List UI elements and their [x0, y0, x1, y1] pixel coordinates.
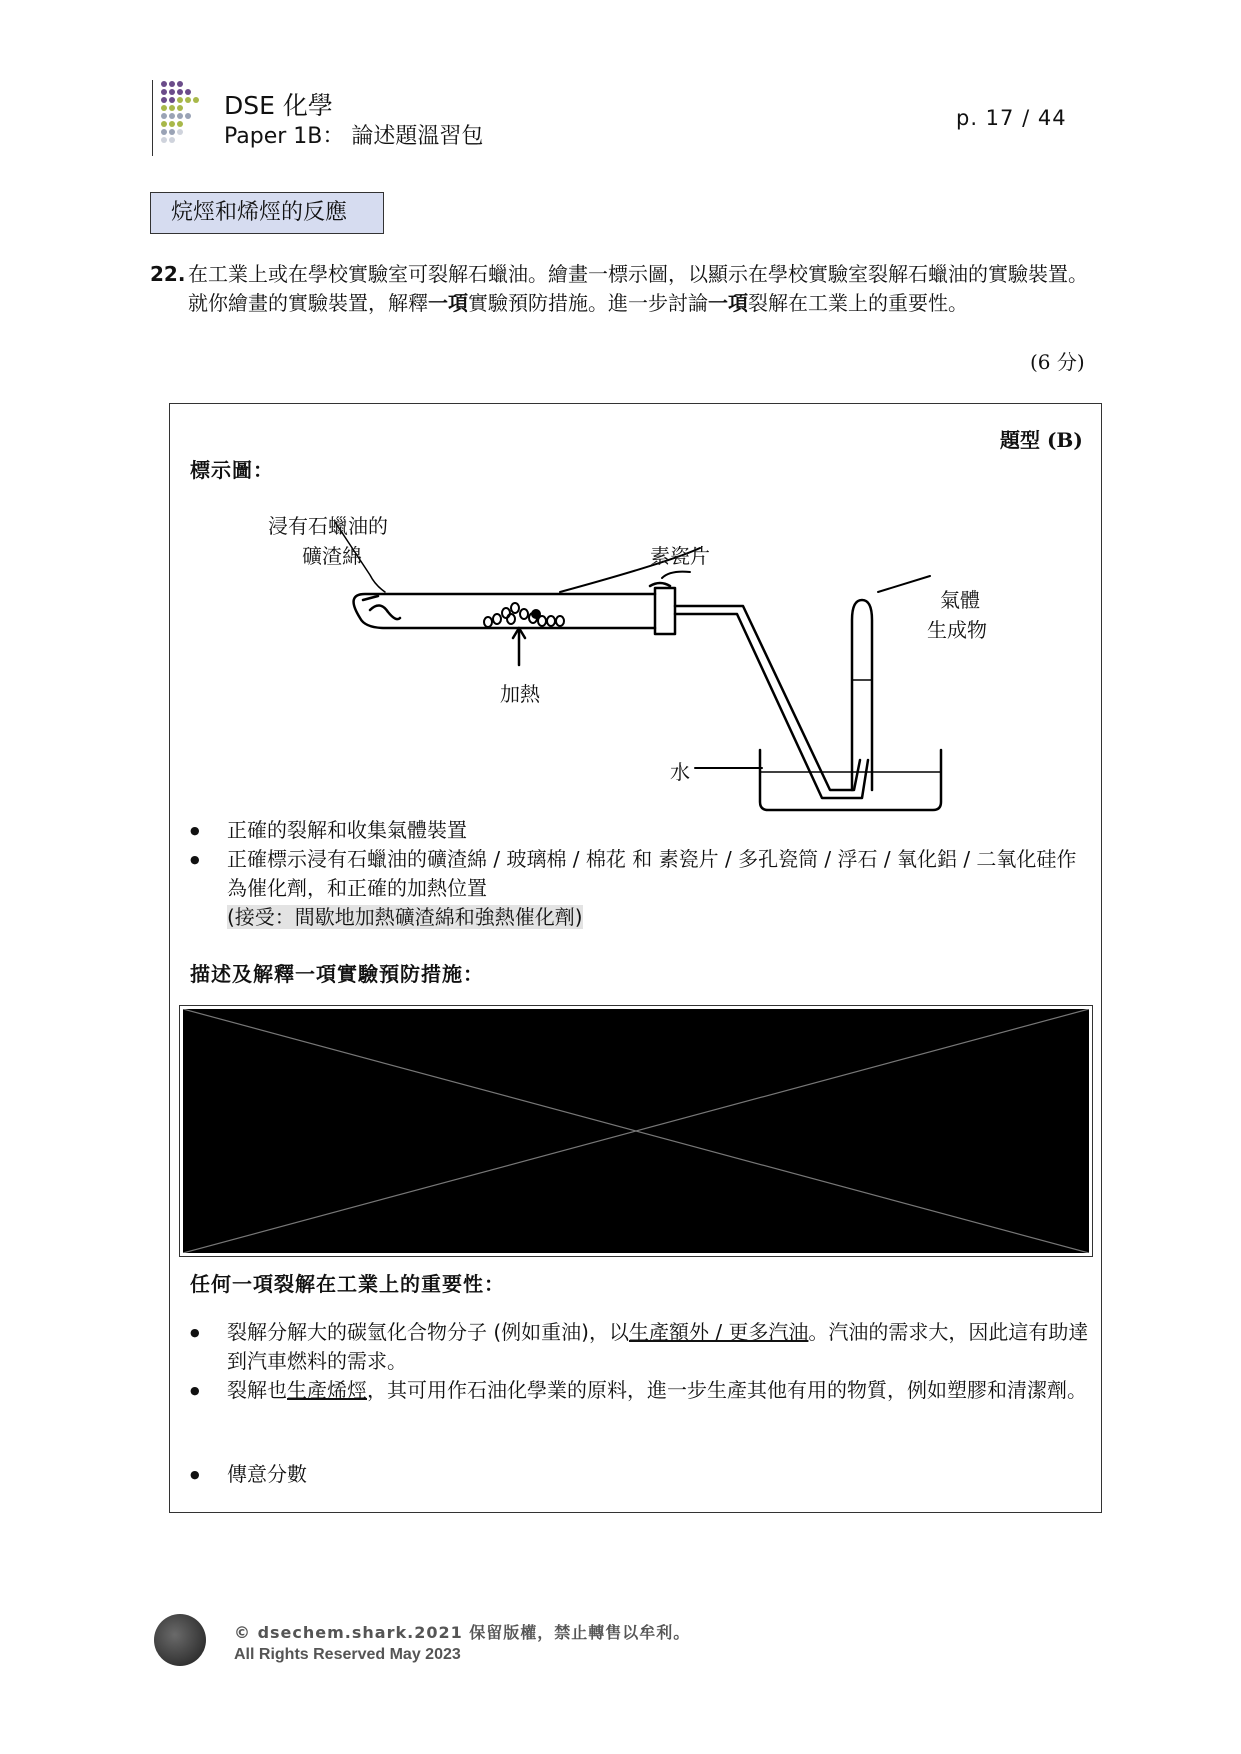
question-emphasis: 一項: [708, 291, 748, 315]
list-item: [190, 1376, 1090, 1405]
list-item: [190, 845, 1090, 932]
label-mineral-wool-line2: 礦渣綿: [302, 544, 362, 568]
footer-logo-avatar: [154, 1614, 206, 1666]
question-text-part: 裂解在工業上的重要性。: [748, 291, 968, 315]
underlined-keyword: 生產烯烴: [287, 1378, 367, 1402]
diagram-marking-points: [190, 816, 1090, 932]
text-part: 裂解分解大的碳氫化合物分子 (例如重油)，以: [227, 1320, 629, 1344]
header-subtitle: Paper 1B： 論述題溫習包: [224, 124, 484, 149]
underlined-keyword: 生產額外 / 更多汽油: [628, 1320, 809, 1344]
header-divider: [152, 80, 153, 156]
list-item-text: 正確標示浸有石蠟油的礦渣綿 / 玻璃棉 / 棉花 和 素瓷片 / 多孔瓷筒 / 浮石 / 氧化鋁 / 二氧化硅作為催化劑，和正確的加熱位置: [227, 847, 1077, 900]
redacted-block: [179, 1005, 1093, 1257]
label-porcelain-chips: 素瓷片: [650, 544, 710, 568]
label-mineral-wool-line1: 浸有石蠟油的: [268, 514, 388, 538]
importance-heading: 任何一項裂解在工業上的重要性：: [190, 1272, 505, 1296]
importance-points: [190, 1318, 1090, 1405]
text-part: 裂解也: [227, 1378, 287, 1402]
question-type-label: 題型 (B): [1000, 428, 1083, 452]
apparatus-drawing: [250, 500, 1010, 820]
page-number: p. 17 / 44: [956, 106, 1067, 130]
diagram-heading: 標示圖：: [190, 458, 274, 482]
question-marks: (6 分): [1030, 350, 1085, 374]
logo: [160, 80, 206, 148]
label-gas-line1: 氣體: [940, 588, 980, 612]
text-part: ，其可用作石油化學業的原料，進一步生產其他有用的物質，例如塑膠和清潔劑。: [367, 1378, 1087, 1402]
question-emphasis: 一項: [428, 291, 468, 315]
label-heat: 加熱: [500, 682, 540, 706]
question-text-part: 在工業上或在學校實驗室可裂解石蠟油。繪畫一標示圖，以顯示在學校實驗室裂解石蠟油的實驗裝置。就你繪畫的實驗裝置，解釋: [188, 262, 1088, 315]
communication-points: [190, 1460, 1090, 1489]
topic-title: 烷烴和烯烴的反應: [171, 200, 348, 225]
list-item: ● 正確的裂解和收集氣體裝置: [190, 816, 1090, 845]
label-gas-line2: 生成物: [927, 618, 987, 642]
footer-copyright: © dsechem.shark.2021 保留版權，禁止轉售以牟利。: [234, 1623, 691, 1642]
apparatus-diagram: [250, 500, 1010, 820]
precaution-heading: 描述及解釋一項實驗預防措施：: [190, 962, 484, 986]
label-water: 水: [670, 760, 690, 784]
question-text-part: 實驗預防措施。進一步討論: [468, 291, 708, 315]
question-text: [188, 260, 1088, 318]
footer-rights: All Rights Reserved May 2023: [234, 1646, 461, 1663]
list-item: [190, 1318, 1090, 1376]
text-part: 。汽油的需求大，因此這有助達到汽車燃料的需求。: [227, 1320, 1089, 1373]
acceptance-note: (接受：間歇地加熱礦渣綿和強熱催化劑): [227, 905, 583, 929]
header-title: DSE 化學: [224, 91, 333, 120]
list-item: ● 傳意分數: [190, 1460, 1090, 1489]
question-number: 22.: [150, 262, 186, 286]
topic-box: [150, 192, 384, 234]
